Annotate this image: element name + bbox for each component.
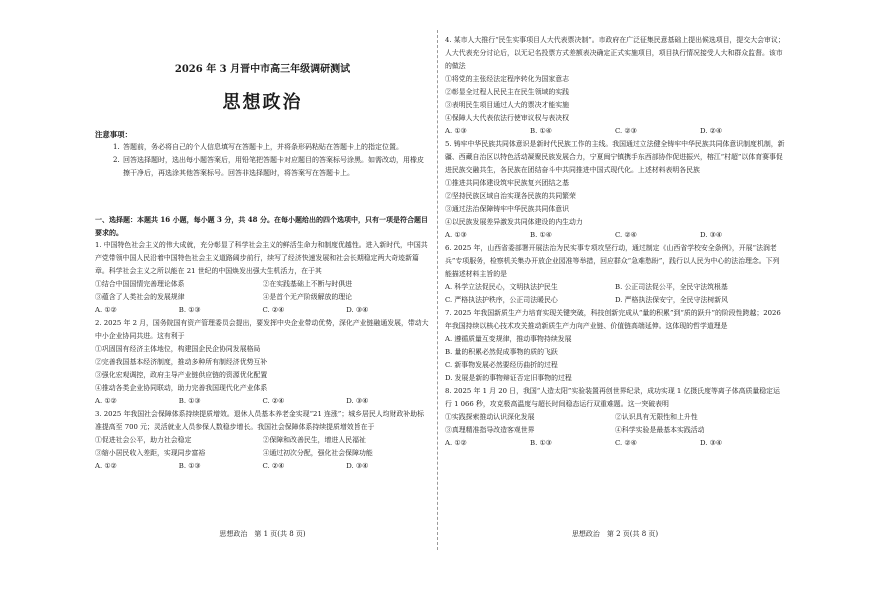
option: ②彰显全过程人民民主在民生领域的实践 xyxy=(445,88,570,96)
option: C. 严格执法护秩序，公正司法暖民心 xyxy=(445,296,558,304)
answer-choice: B. ①④ xyxy=(530,231,552,239)
notice-title: 注意事项： xyxy=(95,130,132,139)
questions-page-2 xyxy=(445,34,785,450)
option: D. 发展是新的事物辩证否定旧事物的过程 xyxy=(445,374,572,382)
option: ①结合中国国情完善理论体系 xyxy=(95,280,185,288)
question-stem: 1. 中国特色社会主义的伟大成就，充分彰显了科学社会主义的鲜活生命力和制度优越性。进入新时代，中国共产党带领中国人民沿着中国特色社会主义道路阔步前行，续写了经济快速发展和社会长期稳定两大奇迹新篇章。科学社会主义之所以能在 21 世纪的中国焕发出强大生机活力，在于其 xyxy=(95,241,428,275)
option-list xyxy=(95,434,430,460)
answer-choice: B. ①③ xyxy=(530,439,552,447)
answer-choice: D. ③④ xyxy=(346,462,369,470)
page-footer: 思想政治 第 1 页(共 8 页) xyxy=(219,530,306,538)
question-stem: 7. 2025 年我国新质生产力培育实现关键突破，科技创新完成从“量的积累”到“质的跃升”的阶段性跨越；2026 年我国持续以核心技术攻关推动新质生产力向产业链、价值链高端延伸。这体现的哲学道理是 xyxy=(445,309,781,330)
option: ②认识具有无限性和上升性 xyxy=(615,413,698,421)
option: ①促进社会公平，助力社会稳定 xyxy=(95,436,192,444)
page-1 xyxy=(95,0,430,614)
option: ①推进共同体建设筑牢民族复兴团结之基 xyxy=(445,179,570,187)
question-1 xyxy=(95,239,430,317)
answer-choice: D. ③④ xyxy=(700,231,723,239)
answer-choice: B. ①③ xyxy=(178,397,201,405)
answer-choices xyxy=(95,395,430,408)
question-8 xyxy=(445,385,785,450)
answer-choice: A. ①③ xyxy=(445,127,467,135)
answer-choice: C. ②④ xyxy=(262,462,285,470)
option: B. 量的积累必然促成事物的质的飞跃 xyxy=(445,348,558,356)
page-2 xyxy=(445,0,785,614)
answer-choices xyxy=(445,125,785,138)
option: ③通过法治保障铸牢中华民族共同体意识 xyxy=(445,205,570,213)
answer-choice: D. ③④ xyxy=(346,397,369,405)
option: ④以民族发展差异激发共同体建设的内生动力 xyxy=(445,218,583,226)
answer-choice: B. ①④ xyxy=(530,127,552,135)
column-divider xyxy=(437,30,438,550)
option: B. 公正司法促公平，全民守法筑根基 xyxy=(615,283,728,291)
answer-choice: C. ②④ xyxy=(615,439,637,447)
option: ②保障和改善民生，增进人民福祉 xyxy=(262,436,366,444)
option-list xyxy=(445,411,785,437)
option: ③蕴含了人类社会的发展规律 xyxy=(95,293,185,301)
notice-box xyxy=(95,128,430,180)
question-6 xyxy=(445,242,785,307)
answer-choice: D. ②④ xyxy=(700,127,723,135)
option: ①巩固国有经济主体地位，构建国企民企协同发展格局 xyxy=(95,345,261,353)
question-3 xyxy=(95,408,430,473)
notice-item-number: 1. xyxy=(113,143,120,151)
notice-item xyxy=(95,154,430,180)
question-4 xyxy=(445,34,785,138)
answer-choice: B. ①③ xyxy=(178,462,201,470)
option: ②完善我国基本经济制度，推动多种所有制经济优势互补 xyxy=(95,358,268,366)
option-list xyxy=(95,278,430,304)
answer-choice: C. ②④ xyxy=(262,397,285,405)
option: ③表明民生项目通过人大的票决才能实施 xyxy=(445,101,570,109)
option: D. 严格执法保安宁，全民守法树新风 xyxy=(615,296,729,304)
answer-choice: C. ②④ xyxy=(262,306,285,314)
subject-title: 思想政治 xyxy=(222,92,303,113)
option: ③强化宏观调控，政府主导产业链供应链的资源优化配置 xyxy=(95,371,268,379)
option: ③真理精准指导改造客观世界 xyxy=(445,426,535,434)
answer-choices xyxy=(445,229,785,242)
question-stem: 8. 2025 年 1 月 20 日，我国“人造太阳”实验装置再创世界纪录，成功实现 1 亿摄氏度等离子体高质量稳定运行 1 066 秒，攻克极高温度与超长时间稳态运行双重难题。这一突破表明 xyxy=(445,387,780,408)
question-7 xyxy=(445,307,785,385)
answer-choice: A. ①② xyxy=(95,306,117,314)
answer-choice: C. ②④ xyxy=(615,231,637,239)
page-footer: 思想政治 第 2 页(共 8 页) xyxy=(571,530,659,538)
option: ②坚持民族区域自治实现各民族的共同繁荣 xyxy=(445,192,576,200)
option: C. 新事物发展必然要经历曲折的过程 xyxy=(445,361,558,369)
notice-item-text: 答题前，务必将自己的个人信息填写在答题卡上，并将条形码粘贴在答题卡上的指定位置。 xyxy=(123,143,403,151)
option: ①实践探索推动认识深化发展 xyxy=(445,413,535,421)
question-stem: 5. 铸牢中华民族共同体意识是新时代民族工作的主线。我国通过立法健全铸牢中华民族共同体意识制度机制，新疆、西藏自治区以特色活动凝聚民族发展合力，宁夏闽宁镇携手东西部协作促进振兴，榕江“村超”以体育赛事促进民族交融共生，各民族在团结奋斗中共同推进中国式现代化。上述材料表明各民族 xyxy=(445,140,785,174)
question-2 xyxy=(95,317,430,408)
question-stem: 6. 2025 年，山西省委部署开展法治为民实事专项攻坚行动，通过制定《山西省学校安全条例》，开展“法润老兵”专项服务，检察机关集办开放企业园准等举措，回应群众“急难愁盼”，践行以人民为中心的法治理念。下列能描述材料主旨的是 xyxy=(445,244,780,278)
answer-choice: C. ②③ xyxy=(615,127,637,135)
option: ④通过初次分配，强化社会保障功能 xyxy=(262,449,373,457)
notice-item xyxy=(95,141,430,154)
option: ③缩小居民收入差距，实现同步富裕 xyxy=(95,449,206,457)
option: ④推动各类企业协同联动，助力完善我国现代化产业体系 xyxy=(95,384,268,392)
answer-choice: D. ③④ xyxy=(700,439,723,447)
exam-title: 2026 年 3 月晋中市高三年级调研测试 xyxy=(174,64,351,75)
option-list xyxy=(445,281,785,307)
answer-choices xyxy=(95,460,430,473)
answer-choices xyxy=(95,304,430,317)
option: A. 遵循质量互变规律，推动事物持续发展 xyxy=(445,335,572,343)
option: ④保障人大代表依法行使审议权与表决权 xyxy=(445,114,570,122)
question-stem: 3. 2025 年我国社会保障体系持续提质增效。退休人员基本养老金实现“21 连涨”；城乡居民人均财政补助标准提高至 700 元；灵活就业人员参保人数稳步增长。我国社会保障体系持续提质增效旨在于 xyxy=(95,410,425,431)
answer-choice: A. ①② xyxy=(95,397,117,405)
answer-choice: B. ①③ xyxy=(178,306,201,314)
option: ②在实践基础上不断与时俱进 xyxy=(262,280,353,288)
question-stem: 2. 2025 年 2 月，国务院国有资产管理委员会提出，要发挥中央企业带动优势，深化产业链融通发展，带动大中小企业协同共进。这有利于 xyxy=(95,319,429,340)
section-heading: 一、选择题：本题共 16 小题，每小题 3 分，共 48 分。在每小题给出的四个选项中，只有一项是符合题目要求的。 xyxy=(95,215,428,237)
answer-choice: A. ①③ xyxy=(445,231,467,239)
answer-choice: A. ①② xyxy=(445,439,467,447)
option: ④科学实验是最基本实践活动 xyxy=(615,426,705,434)
question-stem: 4. 某市人大推行“民生实事项目人大代表票决制”。市政府在广泛征集民意基础上提出候选项目，提交大会审议；人大代表充分讨论后，以无记名投票方式差额表决确定正式实施项目，项目执行情况接受人大和群众监督。该市的做法 xyxy=(445,36,785,70)
option: ④是首个无产阶级解放的理论 xyxy=(262,293,353,301)
notice-item-number: 2. xyxy=(113,156,120,164)
option: ①将党的主张经法定程序转化为国家意志 xyxy=(445,75,570,83)
question-5 xyxy=(445,138,785,242)
answer-choice: D. ③④ xyxy=(346,306,369,314)
questions-page-1 xyxy=(95,214,430,473)
answer-choice: A. ①② xyxy=(95,462,117,470)
answer-choices xyxy=(445,437,785,450)
option: A. 科学立法促民心，文明执法护民生 xyxy=(445,283,558,291)
notice-item-text: 回答选择题时，选出每小题答案后，用铅笔把答题卡对应题目的答案标号涂黑。如需改动，用橡皮擦干净后，再选涂其他答案标号。回答非选择题时，将答案写在答题卡上。 xyxy=(123,156,424,177)
